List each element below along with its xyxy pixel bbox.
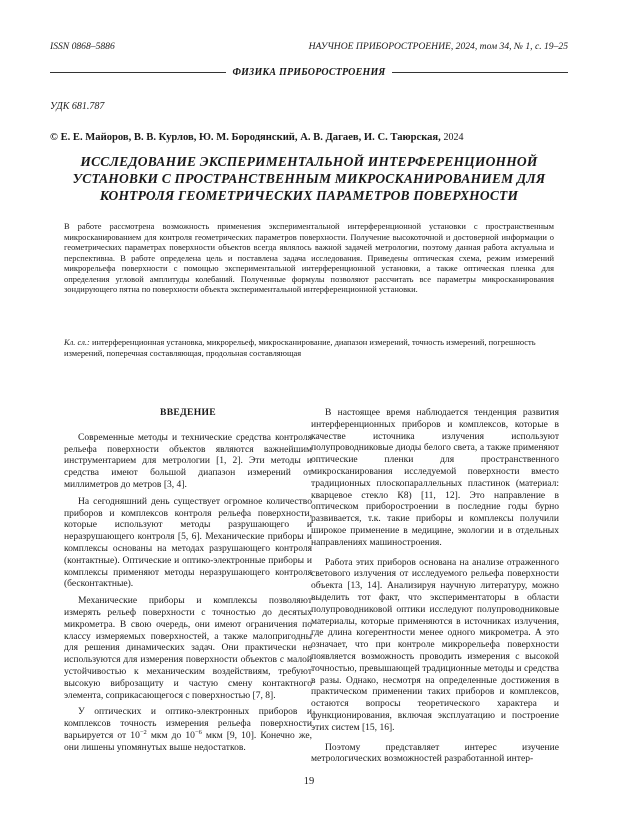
section-heading-bar bbox=[50, 67, 568, 78]
paragraph: Механические приборы и комплексы позволяют измерять рельеф поверхности с точностью до десятых микрометра. В свою очередь, они имеют ограничения по классу измеряемых поверхностей, а также малопригодны для решения динамических задач. Они практически не используются для измерения поверхности объектов с малой устойчивостью к механическим воздействиям, требуют высокую виброзащиту и частую смену контактного элемента, соприкасающегося с поверхностью [7, 8]. bbox=[64, 595, 312, 701]
text-run: мкм [9, 10]. Конечно же, они лишены упомянутых выше недостатков. bbox=[64, 729, 312, 753]
paragraph: В настоящее время наблюдается тенденция развития интерференционных приборов и комплексов, которые в качестве источника излучения используют полупроводниковые диоды белого света, а также применяют оптические пленки для пространственного микросканирования исследуемой поверхности вместо традиционных плоскопараллельных пластинок (материал: кварцевое стекло К8) [11, 12]. Это направление в оптическом приборостроении в последние годы бурно развивается, т.к. такие приборы и комплексы получили широкое применение в медицине, экологии и в отдельных направлениях машиностроения. bbox=[311, 407, 559, 548]
body-column-left bbox=[64, 407, 312, 759]
paragraph bbox=[64, 706, 312, 753]
intro-heading: ВВЕДЕНИЕ bbox=[160, 407, 216, 418]
text-run: мкм до 10 bbox=[146, 729, 195, 741]
author-line bbox=[50, 132, 568, 143]
text-run: У оптических и оптико-электронных приборов и комплексов точность измерения рельефа поверхности варьируется от 10 bbox=[64, 706, 312, 741]
section-rule-left bbox=[50, 72, 226, 73]
journal-citation: НАУЧНОЕ ПРИБОРОСТРОЕНИЕ, 2024, том 34, № 1, с. 19–25 bbox=[308, 41, 568, 52]
author-names: © Е. Е. Майоров, В. В. Курлов, Ю. М. Бородянский, А. В. Дагаев, И. С. Таюрская, bbox=[50, 132, 441, 143]
publication-year: 2024 bbox=[443, 132, 464, 143]
abstract: В работе рассмотрена возможность применения экспериментальной интерференционной установки с пространственным микросканированием для контроля геометрических параметров поверхности. Получение высокоточной и достоверной информации о геометрических параметрах поверхности объектов всегда являлось важной задачей метрологии, поэтому данная работа актуальна и перспективна. В работе определена цель и поставлена задача исследования. Приведены оптическая схема, режим измерений микрорельефа поверхности с помощью экспериментальной интерференционной установки, а также оптическая пленка для определения угловой амплитуды колебаний. Полученные формулы позволяют рассчитать все параметры микросканирования зондирующего пятна по поверхности объекта экспериментальной интерференционной установки. bbox=[64, 221, 554, 295]
body-column-right bbox=[311, 407, 559, 773]
udk-code: УДК 681.787 bbox=[50, 101, 105, 112]
paragraph: Работа этих приборов основана на анализе отраженного светового излучения от исследуемого рельефа поверхности объекта [13, 14]. Анализируя научную литературу, можно выделить тот факт, что экспериментаторы в области полупроводниковой оптики исследуют полупроводниковые материалы, которые применяются в источниках излучения, где длина когерентности менее одного микрометра. А это означает, что при контроле микрорельефа поверхности появляется возможность проводить измерения с высокой точностью, превышающей традиционные методы и средства в разы. Однако, несмотря на определенные достижения в практическом применении таких приборов и комплексов, остаются вопросы теоретического характера и функционирования, включая эксплуатацию и построение этих систем [15, 16]. bbox=[311, 556, 559, 733]
paragraph: Современные методы и технические средства контроля рельефа поверхности объектов являются важнейшим инструментарием для метрологии [1, 2]. Эти методы и средства имеют большой диапазон измерений от миллиметров до метров [3, 4]. bbox=[64, 431, 312, 490]
page-number: 19 bbox=[303, 776, 315, 787]
issn: ISSN 0868–5886 bbox=[50, 41, 115, 52]
keywords bbox=[64, 337, 554, 358]
section-rule-right bbox=[392, 72, 568, 73]
section-label: ФИЗИКА ПРИБОРОСТРОЕНИЯ bbox=[232, 67, 386, 78]
paragraph: Поэтому представляет интерес изучение метрологических возможностей разработанной интер- bbox=[311, 741, 559, 765]
exponent: −6 bbox=[194, 728, 202, 736]
paragraph: На сегодняшний день существует огромное количество приборов и комплексов контроля рельефа поверхности, которые используют методы разрушающего и неразрушающего контроля [5, 6]. Механические приборы и комплексы основаны на методах разрушающего контроля (контактные). Оптические и оптико-электронные приборы и комплексы применяют методы неразрушающего контроля (бесконтактные). bbox=[64, 495, 312, 590]
running-header bbox=[50, 41, 568, 52]
keywords-label: Кл. сл.: bbox=[64, 337, 90, 347]
keywords-text: интерференционная установка, микрорельеф, микросканирование, диапазон измерений, точность измерений, погрешность измерений, поперечная составляющая, продольная составляющая bbox=[64, 337, 536, 358]
article-title: ИССЛЕДОВАНИЕ ЭКСПЕРИМЕНТАЛЬНОЙ ИНТЕРФЕРЕНЦИОННОЙ УСТАНОВКИ С ПРОСТРАНСТВЕННЫМ МИКРОСКАНИРОВАНИЕМ ДЛЯ КОНТРОЛЯ ГЕОМЕТРИЧЕСКИХ ПАРАМЕТРОВ ПОВЕРХНОСТИ bbox=[72, 154, 546, 203]
exponent: −2 bbox=[139, 728, 147, 736]
